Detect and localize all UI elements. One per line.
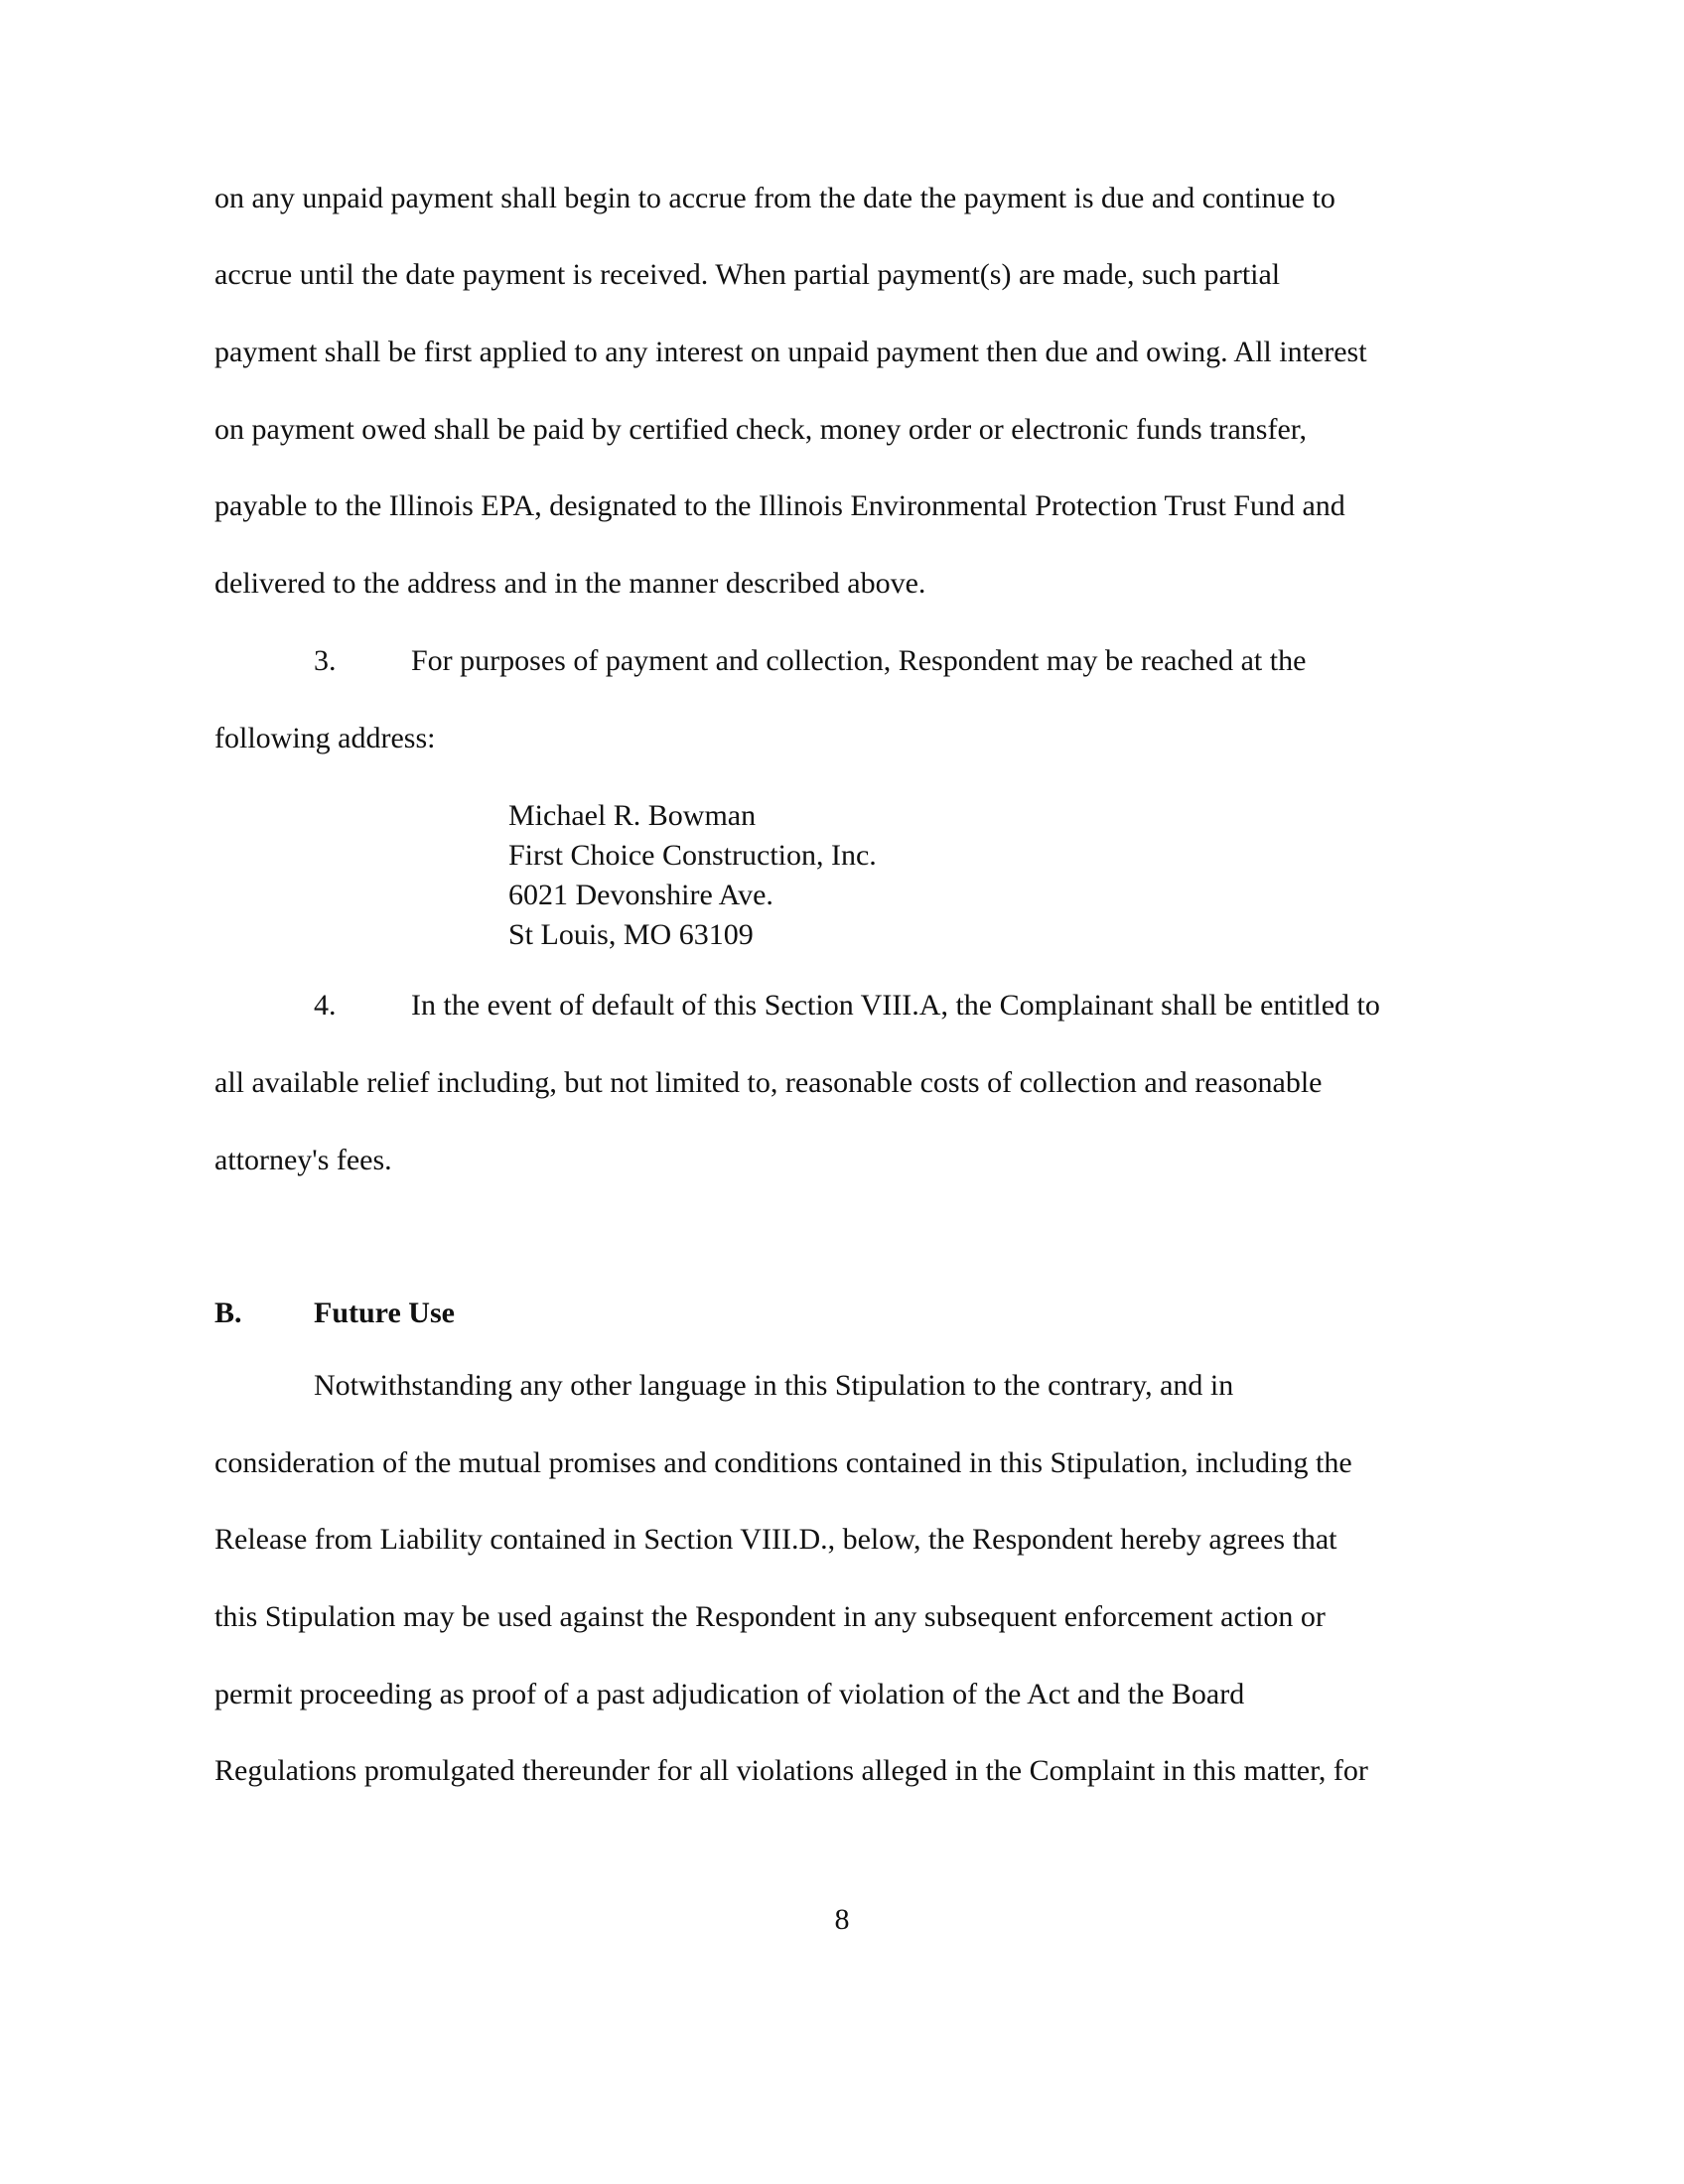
text-line: Release from Liability contained in Section VIII.D., below, the Respondent hereby agrees that xyxy=(214,1523,1337,1556)
address-line: Michael R. Bowman xyxy=(508,799,757,832)
text-line: payable to the Illinois EPA, designated to the Illinois Environmental Protection Trust Fund and xyxy=(214,489,1345,522)
address-line: St Louis, MO 63109 xyxy=(508,918,754,951)
text-line: following address: xyxy=(214,722,436,754)
text-line: on any unpaid payment shall begin to accrue from the date the payment is due and continue to xyxy=(214,182,1335,214)
section-letter: B. xyxy=(214,1297,242,1329)
address-line: First Choice Construction, Inc. xyxy=(508,839,877,872)
text-line: all available relief including, but not limited to, reasonable costs of collection and reasonable xyxy=(214,1066,1323,1099)
text-line: delivered to the address and in the manner described above. xyxy=(214,567,926,600)
paragraph-number: 4. xyxy=(314,989,337,1022)
text-line: this Stipulation may be used against the Respondent in any subsequent enforcement action or xyxy=(214,1600,1326,1633)
text-line: For purposes of payment and collection, Respondent may be reached at the xyxy=(411,644,1307,677)
text-line: Notwithstanding any other language in this Stipulation to the contrary, and in xyxy=(314,1369,1234,1402)
section-heading: Future Use xyxy=(314,1297,455,1329)
page-number: 8 xyxy=(834,1903,850,1936)
paragraph-number: 3. xyxy=(314,644,337,677)
text-line: accrue until the date payment is received. When partial payment(s) are made, such partial xyxy=(214,258,1281,291)
text-line: payment shall be first applied to any interest on unpaid payment then due and owing. All interest xyxy=(214,336,1367,368)
text-line: consideration of the mutual promises and conditions contained in this Stipulation, including the xyxy=(214,1446,1352,1479)
text-line: permit proceeding as proof of a past adjudication of violation of the Act and the Board xyxy=(214,1678,1245,1710)
text-line: on payment owed shall be paid by certified check, money order or electronic funds transfer, xyxy=(214,413,1308,446)
text-line: In the event of default of this Section VIII.A, the Complainant shall be entitled to xyxy=(411,989,1380,1022)
text-line: Regulations promulgated thereunder for all violations alleged in the Complaint in this matter, for xyxy=(214,1754,1368,1787)
address-line: 6021 Devonshire Ave. xyxy=(508,879,773,911)
text-line: attorney's fees. xyxy=(214,1144,392,1176)
